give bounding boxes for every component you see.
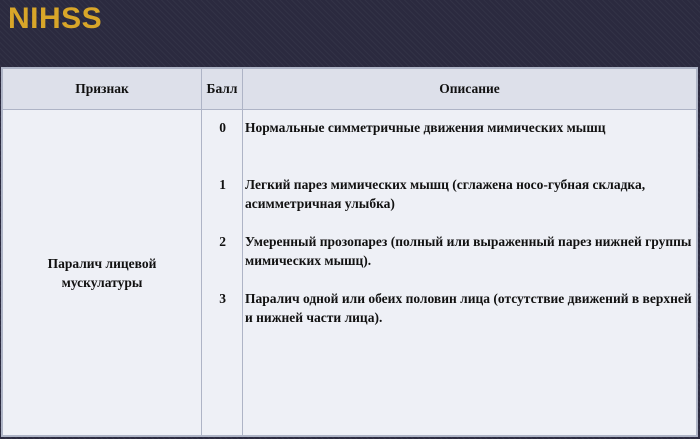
table-header-row [3, 69, 697, 110]
description-text: Легкий парез мимических мышц (сглажена носо-губная складка, асимметричная улыбка) [245, 177, 646, 211]
description-text: Паралич одной или обеих половин лица (отсутствие движений в верхней и нижней части лица). [245, 291, 692, 325]
score-value: 0 [219, 120, 226, 135]
slide-title: NIHSS [8, 2, 103, 35]
description-text: Нормальные симметричные движения мимических мышц [245, 120, 606, 135]
header-description: Описание [243, 69, 697, 110]
sign-label: Паралич лицевой мускулатуры [47, 255, 157, 290]
header-sign: Признак [3, 69, 202, 110]
description-cell [243, 110, 697, 436]
score-value: 2 [219, 234, 226, 249]
score-value: 1 [219, 177, 226, 192]
table-row [3, 110, 697, 436]
description-text: Умеренный прозопарез (полный или выраженный парез нижней группы мимических мышц). [245, 234, 692, 268]
scale-table [2, 68, 697, 436]
score-cell [202, 110, 243, 436]
sign-cell [3, 110, 202, 436]
header-score: Балл [202, 69, 243, 110]
nihss-table [1, 67, 698, 437]
score-value: 3 [219, 291, 226, 306]
